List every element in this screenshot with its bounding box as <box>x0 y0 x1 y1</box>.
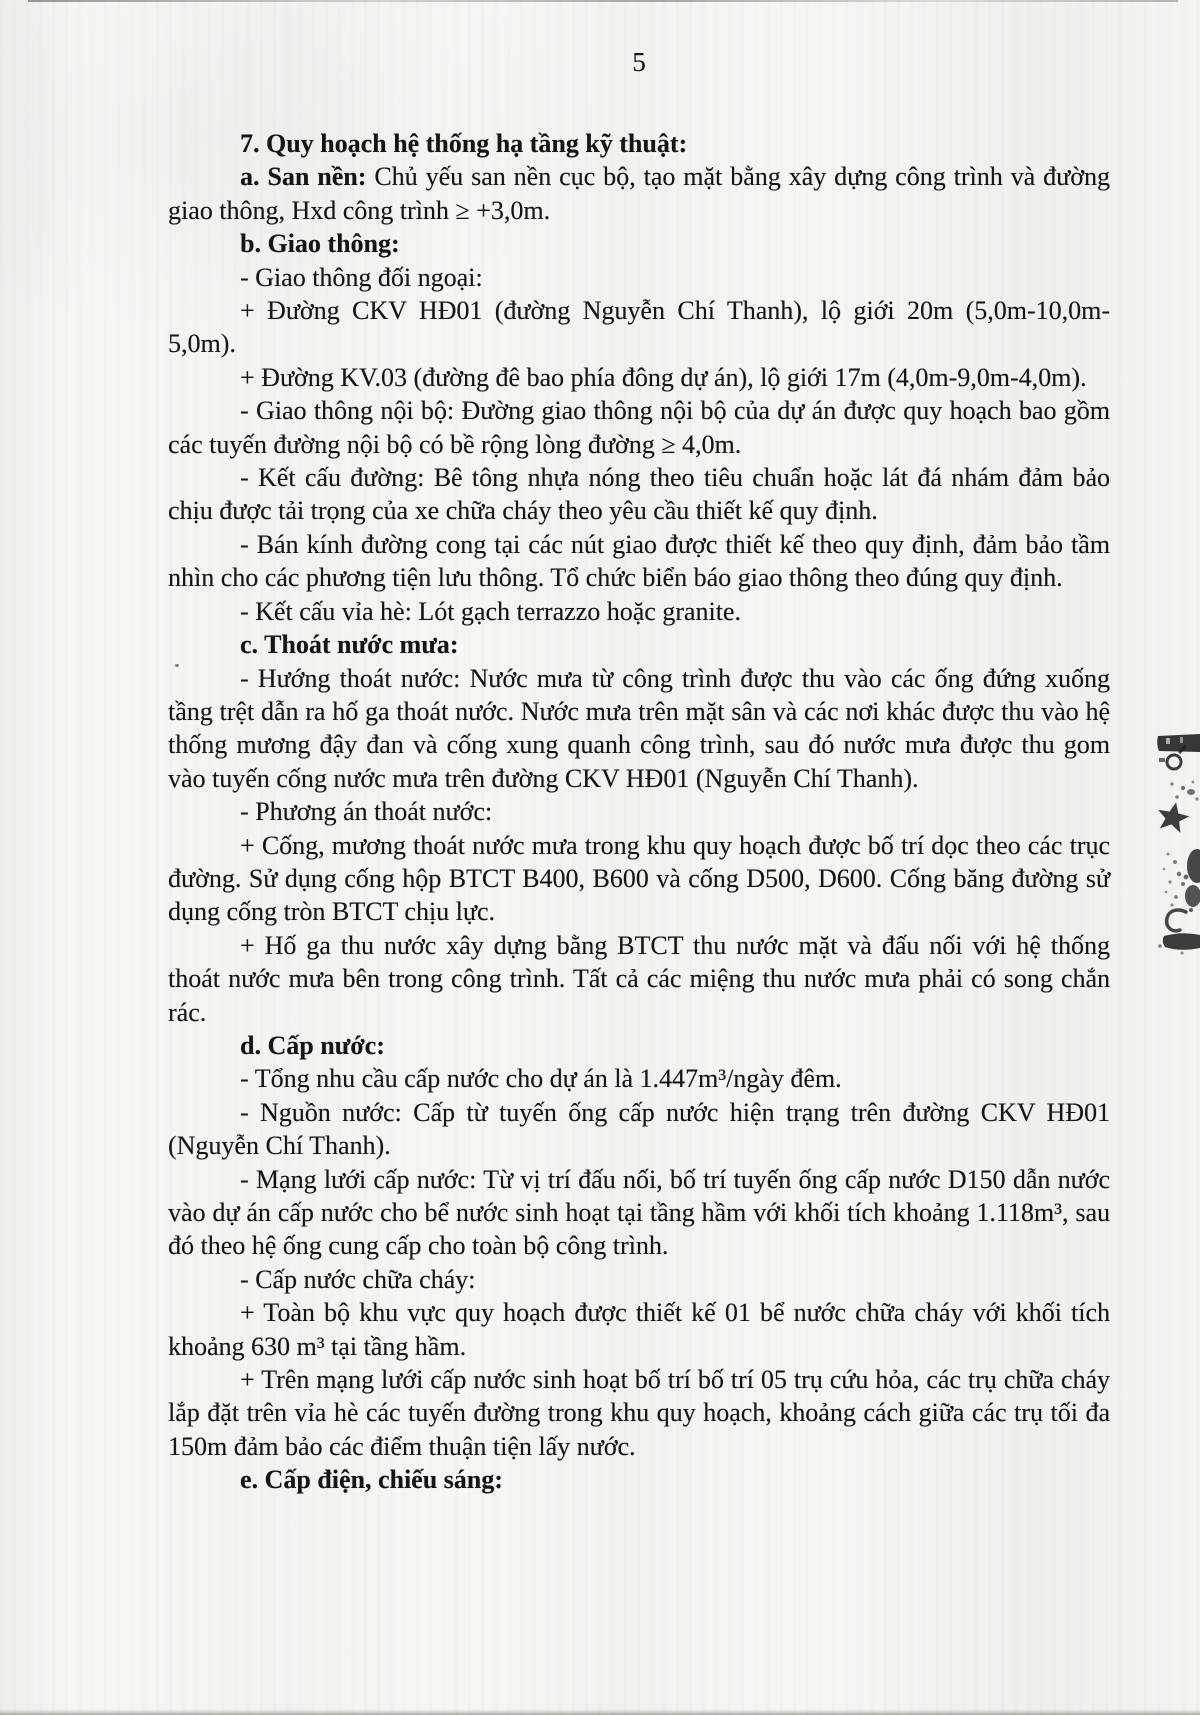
scan-artifact-bottom-band <box>0 1709 1200 1715</box>
paragraph-lead: e. Cấp điện, chiếu sáng: <box>240 1465 503 1495</box>
para-ket-cau-via-he <box>168 595 1110 628</box>
paragraph-text: + Trên mạng lưới cấp nước sinh hoạt bố trí bố trí 05 trụ cứu hỏa, các trụ chữa cháy lắp đặt trên vỉa hè các tuyến đường trong khu quy hoạch, khoảng cách giữa các trụ tối đa 150m đảm bảo các điểm thuận tiện lấy nước. <box>168 1365 1110 1461</box>
paragraph-lead: b. Giao thông: <box>240 229 400 259</box>
para-mang-luoi-cap-nuoc <box>168 1163 1110 1263</box>
stamp-ink-fragment <box>1152 726 1200 958</box>
paragraph-text: - Phương án thoát nước: <box>240 797 493 827</box>
paragraph-text: - Bán kính đường cong tại các nút giao được thiết kế theo quy định, đảm bảo tầm nhìn cho các phương tiện lưu thông. Tổ chức biển báo giao thông theo đúng quy định. <box>168 529 1110 593</box>
paragraph-text: + Đường KV.03 (đường đê bao phía đông dự án), lộ giới 17m (4,0m-9,0m-4,0m). <box>240 362 1087 392</box>
para-tren-mang-luoi <box>168 1363 1110 1463</box>
heading-c-thoat-nuoc-mua <box>168 628 1110 661</box>
para-cong-muong-thoat-nuoc <box>168 829 1110 929</box>
para-giao-thong-noi-bo <box>168 394 1110 461</box>
paragraph-text: + Hố ga thu nước xây dựng bằng BTCT thu nước mặt và đấu nối với hệ thống thoát nước mưa bên trong công trình. Tất cả các miệng thu nước mưa phải có song chắn rác. <box>168 930 1110 1027</box>
heading-e-cap-dien <box>168 1463 1110 1496</box>
para-duong-ckv-hd01 <box>168 294 1110 361</box>
para-huong-thoat-nuoc <box>168 662 1110 796</box>
paragraph-text: + Toàn bộ khu vực quy hoạch được thiết kế 01 bể nước chữa cháy với khối tích khoảng 630 m³ tại tầng hầm. <box>168 1298 1110 1361</box>
paragraph-lead: d. Cấp nước: <box>240 1030 385 1060</box>
paragraph-text: + Cống, mương thoát nước mưa trong khu quy hoạch được bố trí dọc theo các trục đường. Sử dụng cống hộp BTCT B400, B600 và cống D500, D600. Cống băng đường sử dụng cống tròn BTCT chịu lực. <box>168 830 1110 927</box>
scan-speck <box>175 664 179 667</box>
section-7-heading <box>168 127 1110 160</box>
paragraph-text: - Tổng nhu cầu cấp nước cho dự án là 1.447m³/ngày đêm. <box>240 1064 842 1094</box>
para-ban-kinh-duong-cong <box>168 528 1110 595</box>
paragraph-text: - Kết cấu đường: Bê tông nhựa nóng theo tiêu chuẩn hoặc lát đá nhám đảm bảo chịu được tải trọng của xe chữa cháy theo yêu cầu thiết kế quy định. <box>168 463 1110 526</box>
paragraph-text: - Nguồn nước: Cấp từ tuyến ống cấp nước hiện trạng trên đường CKV HĐ01 (Nguyễn Chí Thanh). <box>168 1097 1110 1161</box>
paragraph-text: - Hướng thoát nước: Nước mưa từ công trình được thu vào các ống đứng xuống tầng trệt dẫn ra hố ga thoát nước. Nước mưa trên mặt sân và các nơi khác được thu vào hệ thống mương đậy đan và cống xung quanh công trình, sau đó nước mưa được thu gom vào tuyến cống nước mưa trên đường CKV HĐ01 (Nguyễn Chí Thanh). <box>168 663 1110 793</box>
para-ket-cau-duong <box>168 461 1110 528</box>
paragraph-text: - Cấp nước chữa cháy: <box>240 1264 476 1294</box>
document-body <box>168 127 1110 1497</box>
paragraph-text: - Kết cấu vỉa hè: Lót gạch terrazzo hoặc granite. <box>240 596 741 626</box>
page-number: 5 <box>632 47 646 77</box>
paragraph-lead: c. Thoát nước mưa: <box>240 630 459 660</box>
para-tong-nhu-cau-cap-nuoc <box>168 1062 1110 1095</box>
scan-artifact-top-line <box>28 0 1178 2</box>
paragraph-text: - Mạng lưới cấp nước: Từ vị trí đấu nối, bố trí tuyến ống cấp nước D150 dẫn nước vào dự án cấp nước cho bể nước sinh hoạt tại tầng hầm với khối tích khoảng 1.118m³, sau đó theo hệ ống cung cấp cho toàn bộ công trình. <box>168 1164 1110 1261</box>
paragraph-text: - Giao thông nội bộ: Đường giao thông nội bộ của dự án được quy hoạch bao gồm các tuyến đường nội bộ có bề rộng lòng đường ≥ 4,0m. <box>168 396 1110 459</box>
paragraph-text: - Giao thông đối ngoại: <box>240 262 483 292</box>
paragraph-lead: a. San nền: <box>240 162 367 192</box>
para-duong-kv03 <box>168 361 1110 394</box>
paragraph-lead: 7. Quy hoạch hệ thống hạ tầng kỹ thuật: <box>240 129 688 158</box>
para-giao-thong-doi-ngoai <box>168 261 1110 294</box>
paragraph-text: + Đường CKV HĐ01 (đường Nguyễn Chí Thanh), lộ giới 20m (5,0m-10,0m-5,0m). <box>168 296 1110 359</box>
para-toan-bo-khu-vuc <box>168 1296 1110 1363</box>
para-phuong-an-thoat-nuoc <box>168 795 1110 828</box>
para-ho-ga-thu-nuoc <box>168 929 1110 1029</box>
para-nguon-nuoc <box>168 1096 1110 1163</box>
heading-d-cap-nuoc <box>168 1029 1110 1062</box>
heading-b-giao-thong <box>168 227 1110 260</box>
para-cap-nuoc-chua-chay <box>168 1263 1110 1296</box>
para-a-san-nen <box>168 160 1110 227</box>
paragraph-text: Chủ yếu san nền cục bộ, tạo mặt bằng xây dựng công trình và đường giao thông, Hxd công trình ≥ +3,0m. <box>168 162 1110 225</box>
